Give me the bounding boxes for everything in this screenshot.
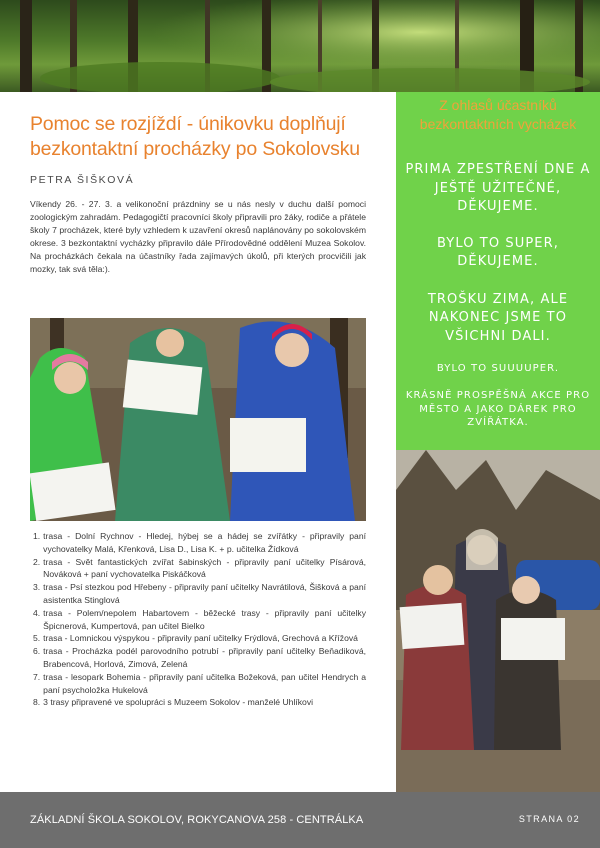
footer-page-number: STRANA 02 <box>518 814 580 824</box>
route-item: 5. trasa - Lomnickou výspykou - připravily paní učitelky Frýdlová, Grechová a Křížová <box>33 633 358 644</box>
route-item: 8. 3 trasy připravené ve spolupráci s Muzeem Sokolov - manželé Uhlíkovi <box>33 697 314 708</box>
route-item: 7. trasa - lesopark Bohemia - připravily paní učitelka Božeková, pan učitel Hendrych a paní psycholožka Hukelová <box>33 671 366 695</box>
route-item: 6. trasa - Procházka podél parovodního potrubí - připravily paní učitelky Beňadiková, Brabencová, Horlová, Zimová, Zelená <box>33 646 366 669</box>
feedback-title: Z ohlasů účastníků bezkontaktních vycházek <box>419 97 577 132</box>
photo-family-outdoors <box>396 450 600 793</box>
article-author: PETRA ŠIŠKOVÁ <box>30 174 135 186</box>
footer-school-name: ZÁKLADNÍ ŠKOLA SOKOLOV, ROKYCANOVA 258 - CENTRÁLKA <box>30 814 364 826</box>
route-item: 4. trasa - Polem/nepolem Habartovem - běžecké trasy - připravily paní učitelky Špicnerová, Kumpertová, pan učitel Bielko <box>33 607 366 631</box>
forest-header-image <box>0 0 600 92</box>
feedback-quote: PRIMA ZPESTŘENÍ DNE A JEŠTĚ UŽITEČNÉ, DĚKUJEME. <box>405 162 591 214</box>
route-item: 1. trasa - Dolní Rychnov - Hledej, hýbej se a hádej se zvířátky - připravily paní vychovatelky Malá, Křenková, Lisa D., Lisa K. + p. učitelka Žídková <box>33 531 366 554</box>
feedback-quote: BYLO TO SUPER, DĚKUJEME. <box>437 235 559 269</box>
article-title: Pomoc se rozjíždí - únikovku doplňují bezkontaktní procházky po Sokolovsku <box>30 113 360 160</box>
photo-children-raincoats <box>30 318 366 521</box>
page-footer <box>0 792 600 848</box>
feedback-panel <box>396 92 600 450</box>
feedback-quote: KRÁSNĚ PROSPĚŠNÁ AKCE PRO MĚSTO A JAKO DÁREK PRO ZVÍŘÁTKA. <box>405 390 591 428</box>
article-intro: Víkendy 26. - 27. 3. a velikonoční prázdniny se u nás nesly v duchu další pomoci zoologickým zahradám. Pedagogičtí pracovníci školy připravili pro žáky, rodiče a přátele školy 7 procházek, které byly vzhledem k uzavření okresů naplánovány po sokolovském okrese. 3 bezkontaktní vycházky připravilo dále Přírodovědné oddělení Muzea Sokolov. Na procházkách čekala na účastníky řada zajímavých úkolů, při kterých procvičili jak mozky, tak svá těla:). <box>30 199 366 274</box>
routes-list <box>33 530 366 709</box>
route-item: 2. trasa - Svět fantastických zvířat šabinských - připravily paní učitelky Písárová, Nováková + paní vychovatelka Piskáčková <box>33 556 366 580</box>
article <box>30 112 366 275</box>
feedback-quote: BYLO TO SUUUUPER. <box>436 363 560 374</box>
feedback-quote: TROŠKU ZIMA, ALE NAKONEC JSME TO VŠICHNI DALI. <box>427 291 569 344</box>
route-item: 3. trasa - Psí stezkou pod Hřebeny - připravily paní učitelky Navrátilová, Šišková a paní asistentka Stinglová <box>33 582 366 605</box>
